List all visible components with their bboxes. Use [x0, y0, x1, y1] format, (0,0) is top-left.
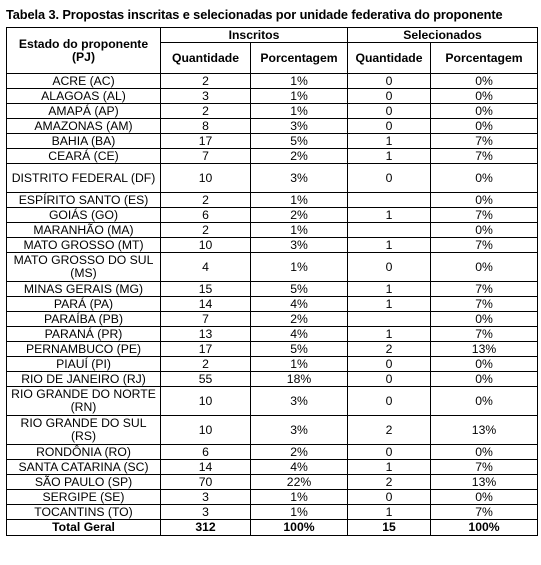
header-ins-porcentagem: Porcentagem	[251, 43, 348, 74]
table-row	[7, 193, 538, 208]
selecionados-quantidade-cell	[348, 223, 431, 238]
inscritos-quantidade-cell: 10	[161, 387, 251, 416]
state-cell: RIO GRANDE DO NORTE (RN)	[7, 387, 161, 416]
selecionados-porcentagem-cell: 0%	[431, 312, 538, 327]
selecionados-quantidade-cell: 1	[348, 505, 431, 520]
inscritos-porcentagem-cell: 1%	[251, 357, 348, 372]
table-row	[7, 445, 538, 460]
selecionados-quantidade-cell: 1	[348, 238, 431, 253]
selecionados-porcentagem-cell: 0%	[431, 223, 538, 238]
selecionados-porcentagem-cell: 13%	[431, 475, 538, 490]
header-ins-quantidade: Quantidade	[161, 43, 251, 74]
header-inscritos: Inscritos	[161, 28, 348, 43]
table-row	[7, 164, 538, 193]
state-cell: MATO GROSSO DO SUL (MS)	[7, 253, 161, 282]
inscritos-quantidade-cell: 17	[161, 134, 251, 149]
table-row	[7, 223, 538, 238]
selecionados-porcentagem-cell: 7%	[431, 134, 538, 149]
selecionados-porcentagem-cell: 0%	[431, 372, 538, 387]
table-row	[7, 297, 538, 312]
state-cell: DISTRITO FEDERAL (DF)	[7, 164, 161, 193]
selecionados-porcentagem-cell: 7%	[431, 149, 538, 164]
state-cell: BAHIA (BA)	[7, 134, 161, 149]
total-label: Total Geral	[7, 520, 161, 536]
selecionados-quantidade-cell: 0	[348, 253, 431, 282]
inscritos-porcentagem-cell: 2%	[251, 445, 348, 460]
selecionados-porcentagem-cell: 7%	[431, 238, 538, 253]
table-row	[7, 372, 538, 387]
state-cell: SÃO PAULO (SP)	[7, 475, 161, 490]
state-cell: CEARÁ (CE)	[7, 149, 161, 164]
inscritos-quantidade-cell: 7	[161, 312, 251, 327]
selecionados-quantidade-cell: 2	[348, 475, 431, 490]
selecionados-quantidade-cell: 1	[348, 460, 431, 475]
state-cell: PARANÁ (PR)	[7, 327, 161, 342]
inscritos-quantidade-cell: 2	[161, 74, 251, 89]
table-row	[7, 253, 538, 282]
table-row	[7, 327, 538, 342]
inscritos-porcentagem-cell: 1%	[251, 104, 348, 119]
inscritos-porcentagem-cell: 2%	[251, 149, 348, 164]
table-row	[7, 134, 538, 149]
inscritos-porcentagem-cell: 3%	[251, 416, 348, 445]
selecionados-quantidade-cell: 2	[348, 416, 431, 445]
inscritos-porcentagem-cell: 3%	[251, 238, 348, 253]
state-cell: GOIÁS (GO)	[7, 208, 161, 223]
table-row	[7, 387, 538, 416]
table-row	[7, 208, 538, 223]
inscritos-porcentagem-cell: 1%	[251, 223, 348, 238]
header-state: Estado do proponente (PJ)	[7, 28, 161, 74]
inscritos-quantidade-cell: 2	[161, 357, 251, 372]
state-cell: SERGIPE (SE)	[7, 490, 161, 505]
inscritos-porcentagem-cell: 3%	[251, 387, 348, 416]
header-row-groups	[7, 28, 538, 43]
inscritos-quantidade-cell: 13	[161, 327, 251, 342]
selecionados-quantidade-cell	[348, 312, 431, 327]
state-cell: SANTA CATARINA (SC)	[7, 460, 161, 475]
table-body	[7, 74, 538, 520]
selecionados-porcentagem-cell: 0%	[431, 387, 538, 416]
table-row	[7, 312, 538, 327]
selecionados-quantidade-cell: 0	[348, 104, 431, 119]
inscritos-quantidade-cell: 10	[161, 238, 251, 253]
total-row	[7, 520, 538, 536]
inscritos-quantidade-cell: 55	[161, 372, 251, 387]
table-row	[7, 238, 538, 253]
selecionados-quantidade-cell: 2	[348, 342, 431, 357]
table-row	[7, 475, 538, 490]
state-cell: PIAUÍ (PI)	[7, 357, 161, 372]
state-cell: MINAS GERAIS (MG)	[7, 282, 161, 297]
selecionados-porcentagem-cell: 0%	[431, 193, 538, 208]
table-caption: Tabela 3. Propostas inscritas e selecionadas por unidade federativa do proponente	[6, 7, 503, 22]
table-row	[7, 104, 538, 119]
state-cell: TOCANTINS (TO)	[7, 505, 161, 520]
inscritos-porcentagem-cell: 1%	[251, 193, 348, 208]
inscritos-quantidade-cell: 14	[161, 460, 251, 475]
inscritos-porcentagem-cell: 1%	[251, 490, 348, 505]
selecionados-quantidade-cell: 1	[348, 208, 431, 223]
inscritos-porcentagem-cell: 22%	[251, 475, 348, 490]
inscritos-porcentagem-cell: 2%	[251, 312, 348, 327]
header-selecionados: Selecionados	[348, 28, 538, 43]
inscritos-porcentagem-cell: 5%	[251, 134, 348, 149]
selecionados-quantidade-cell: 0	[348, 119, 431, 134]
state-cell: RIO DE JANEIRO (RJ)	[7, 372, 161, 387]
state-cell: PERNAMBUCO (PE)	[7, 342, 161, 357]
inscritos-quantidade-cell: 7	[161, 149, 251, 164]
selecionados-porcentagem-cell: 0%	[431, 104, 538, 119]
inscritos-porcentagem-cell: 3%	[251, 119, 348, 134]
table-row	[7, 149, 538, 164]
state-cell: RIO GRANDE DO SUL (RS)	[7, 416, 161, 445]
state-cell: PARAÍBA (PB)	[7, 312, 161, 327]
inscritos-quantidade-cell: 6	[161, 445, 251, 460]
state-cell: ALAGOAS (AL)	[7, 89, 161, 104]
selecionados-quantidade-cell: 1	[348, 134, 431, 149]
inscritos-porcentagem-cell: 4%	[251, 327, 348, 342]
selecionados-porcentagem-cell: 7%	[431, 460, 538, 475]
inscritos-porcentagem-cell: 4%	[251, 297, 348, 312]
inscritos-quantidade-cell: 8	[161, 119, 251, 134]
inscritos-quantidade-cell: 17	[161, 342, 251, 357]
selecionados-porcentagem-cell: 7%	[431, 297, 538, 312]
state-cell: MATO GROSSO (MT)	[7, 238, 161, 253]
selecionados-quantidade-cell: 0	[348, 89, 431, 104]
inscritos-quantidade-cell: 3	[161, 505, 251, 520]
selecionados-porcentagem-cell: 7%	[431, 505, 538, 520]
inscritos-porcentagem-cell: 2%	[251, 208, 348, 223]
inscritos-quantidade-cell: 2	[161, 223, 251, 238]
inscritos-porcentagem-cell: 1%	[251, 74, 348, 89]
selecionados-porcentagem-cell: 0%	[431, 445, 538, 460]
selecionados-quantidade-cell: 1	[348, 149, 431, 164]
table-row	[7, 357, 538, 372]
total-ins-pct: 100%	[251, 520, 348, 536]
state-cell: RONDÔNIA (RO)	[7, 445, 161, 460]
selecionados-quantidade-cell: 0	[348, 164, 431, 193]
total-ins-qty: 312	[161, 520, 251, 536]
header-sel-porcentagem: Porcentagem	[431, 43, 538, 74]
selecionados-quantidade-cell: 0	[348, 490, 431, 505]
inscritos-porcentagem-cell: 3%	[251, 164, 348, 193]
selecionados-porcentagem-cell: 0%	[431, 490, 538, 505]
table-row	[7, 505, 538, 520]
state-cell: MARANHÃO (MA)	[7, 223, 161, 238]
inscritos-porcentagem-cell: 18%	[251, 372, 348, 387]
table-row	[7, 119, 538, 134]
inscritos-porcentagem-cell: 4%	[251, 460, 348, 475]
inscritos-porcentagem-cell: 5%	[251, 282, 348, 297]
state-cell: PARÁ (PA)	[7, 297, 161, 312]
selecionados-porcentagem-cell: 0%	[431, 89, 538, 104]
selecionados-quantidade-cell: 0	[348, 445, 431, 460]
table-row	[7, 416, 538, 445]
inscritos-quantidade-cell: 14	[161, 297, 251, 312]
table-row	[7, 342, 538, 357]
header-sel-quantidade: Quantidade	[348, 43, 431, 74]
selecionados-quantidade-cell: 0	[348, 372, 431, 387]
total-sel-pct: 100%	[431, 520, 538, 536]
selecionados-porcentagem-cell: 7%	[431, 282, 538, 297]
selecionados-porcentagem-cell: 7%	[431, 327, 538, 342]
inscritos-quantidade-cell: 3	[161, 490, 251, 505]
proposals-table	[6, 27, 538, 536]
selecionados-quantidade-cell: 0	[348, 74, 431, 89]
inscritos-quantidade-cell: 10	[161, 416, 251, 445]
inscritos-quantidade-cell: 10	[161, 164, 251, 193]
selecionados-quantidade-cell: 1	[348, 327, 431, 342]
state-cell: AMAPÁ (AP)	[7, 104, 161, 119]
inscritos-quantidade-cell: 2	[161, 193, 251, 208]
selecionados-porcentagem-cell: 0%	[431, 164, 538, 193]
selecionados-porcentagem-cell: 7%	[431, 208, 538, 223]
selecionados-porcentagem-cell: 0%	[431, 253, 538, 282]
inscritos-porcentagem-cell: 1%	[251, 505, 348, 520]
selecionados-porcentagem-cell: 0%	[431, 357, 538, 372]
table-row	[7, 282, 538, 297]
selecionados-porcentagem-cell: 13%	[431, 342, 538, 357]
inscritos-quantidade-cell: 2	[161, 104, 251, 119]
inscritos-porcentagem-cell: 1%	[251, 89, 348, 104]
selecionados-porcentagem-cell: 0%	[431, 119, 538, 134]
selecionados-quantidade-cell: 0	[348, 357, 431, 372]
inscritos-quantidade-cell: 70	[161, 475, 251, 490]
inscritos-quantidade-cell: 15	[161, 282, 251, 297]
inscritos-quantidade-cell: 3	[161, 89, 251, 104]
selecionados-quantidade-cell	[348, 193, 431, 208]
inscritos-quantidade-cell: 6	[161, 208, 251, 223]
selecionados-quantidade-cell: 0	[348, 387, 431, 416]
selecionados-porcentagem-cell: 0%	[431, 74, 538, 89]
table-row	[7, 74, 538, 89]
inscritos-porcentagem-cell: 1%	[251, 253, 348, 282]
table-row	[7, 89, 538, 104]
table-row	[7, 490, 538, 505]
inscritos-quantidade-cell: 4	[161, 253, 251, 282]
inscritos-porcentagem-cell: 5%	[251, 342, 348, 357]
selecionados-quantidade-cell: 1	[348, 297, 431, 312]
selecionados-quantidade-cell: 1	[348, 282, 431, 297]
selecionados-porcentagem-cell: 13%	[431, 416, 538, 445]
state-cell: AMAZONAS (AM)	[7, 119, 161, 134]
state-cell: ESPÍRITO SANTO (ES)	[7, 193, 161, 208]
state-cell: ACRE (AC)	[7, 74, 161, 89]
total-sel-qty: 15	[348, 520, 431, 536]
table-row	[7, 460, 538, 475]
